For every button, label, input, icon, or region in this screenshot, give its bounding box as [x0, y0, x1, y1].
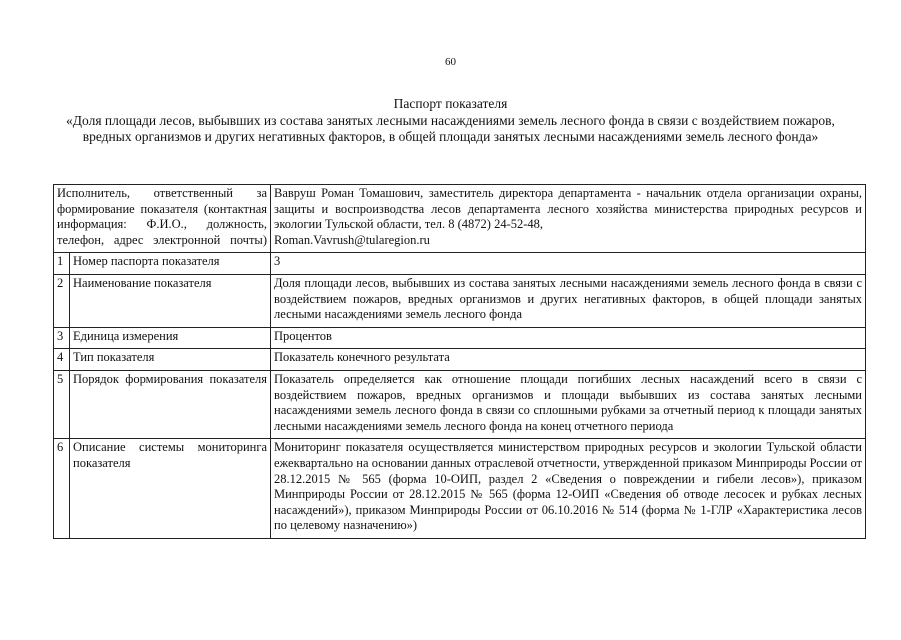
row-label: Описание системы мониторинга показателя: [70, 439, 271, 539]
row-value: Доля площади лесов, выбывших из состава занятых лесными насаждениями земель лесного фонда в связи с воздействием пожаров, вредных организмов и других негативных факторов, в общей площади занятых лесными насаждениями земель лесного фонда: [271, 274, 866, 327]
passport-subtitle: «Доля площади лесов, выбывших из состава занятых лесными насаждениями земель лесного фонда в связи с воздействием пожаров, вредных организмов и других негативных факторов, в общей площади занятых лесными насаждениями земель лесного фонда»: [66, 112, 835, 144]
executor-email: Roman.Vavrush@tularegion.ru: [274, 232, 430, 247]
row-number: 6: [54, 439, 70, 539]
passport-title: [60, 96, 841, 146]
row-number: 5: [54, 370, 70, 438]
row-label: Номер паспорта показателя: [70, 253, 271, 275]
row-value: Показатель конечного результата: [271, 349, 866, 371]
row-label: Единица измерения: [70, 327, 271, 349]
row-number: 4: [54, 349, 70, 371]
row-number: 2: [54, 274, 70, 327]
row-value: 3: [271, 253, 866, 275]
row-number: 1: [54, 253, 70, 275]
row-label: Наименование показателя: [70, 274, 271, 327]
table-row: [54, 253, 866, 275]
table-row: [54, 370, 866, 438]
row-label: Тип показателя: [70, 349, 271, 371]
passport-table: [53, 184, 866, 539]
passport-heading: Паспорт показателя: [393, 96, 508, 111]
page-number: 60: [445, 56, 456, 68]
table-row-executor: [54, 185, 866, 253]
table-row: [54, 327, 866, 349]
row-label: Порядок формирования показателя: [70, 370, 271, 438]
table-row: [54, 439, 866, 539]
executor-label: Исполнитель, ответственный за формирование показателя (контактная информация: Ф.И.О., должность, телефон, адрес электронной почты): [54, 185, 271, 253]
table-row: [54, 274, 866, 327]
executor-details: Вавруш Роман Томашович, заместитель директора департамента - начальник отдела организации охраны, защиты и воспроизводства лесов департамента лесного хозяйства министерства природных ресурсов и экологии Тульской области, тел. 8 (4872) 24-52-48,: [274, 186, 862, 232]
table-row: [54, 349, 866, 371]
row-value: Показатель определяется как отношение площади погибших лесных насаждений всего в связи с воздействием пожаров, вредных организмов и площади выбывших из состава занятых лесными насаждениями земель лесного фонда в связи со сплошными рубками за отчетный период к площади занятых лесными насаждениями земель лесного фонда на конец отчетного периода: [271, 370, 866, 438]
row-value: Мониторинг показателя осуществляется министерством природных ресурсов и экологии Тульской области ежеквартально на основании данных отраслевой отчетности, утвержденной приказом Минприроды России от 28.12.2015 № 565 (форма 10-ОИП, раздел 2 «Сведения о повреждении и гибели лесов»), приказом Минприроды России от 28.12.2015 № 565 (форма 12-ОИП «Сведения об отводе лесосек и рубках лесных насаждений»), приказом Минприроды России от 06.10.2016 № 514 (форма № 1-ГЛР «Характеристика лесов по целевому назначению»): [271, 439, 866, 539]
row-value: Процентов: [271, 327, 866, 349]
row-number: 3: [54, 327, 70, 349]
executor-value: [271, 185, 866, 253]
